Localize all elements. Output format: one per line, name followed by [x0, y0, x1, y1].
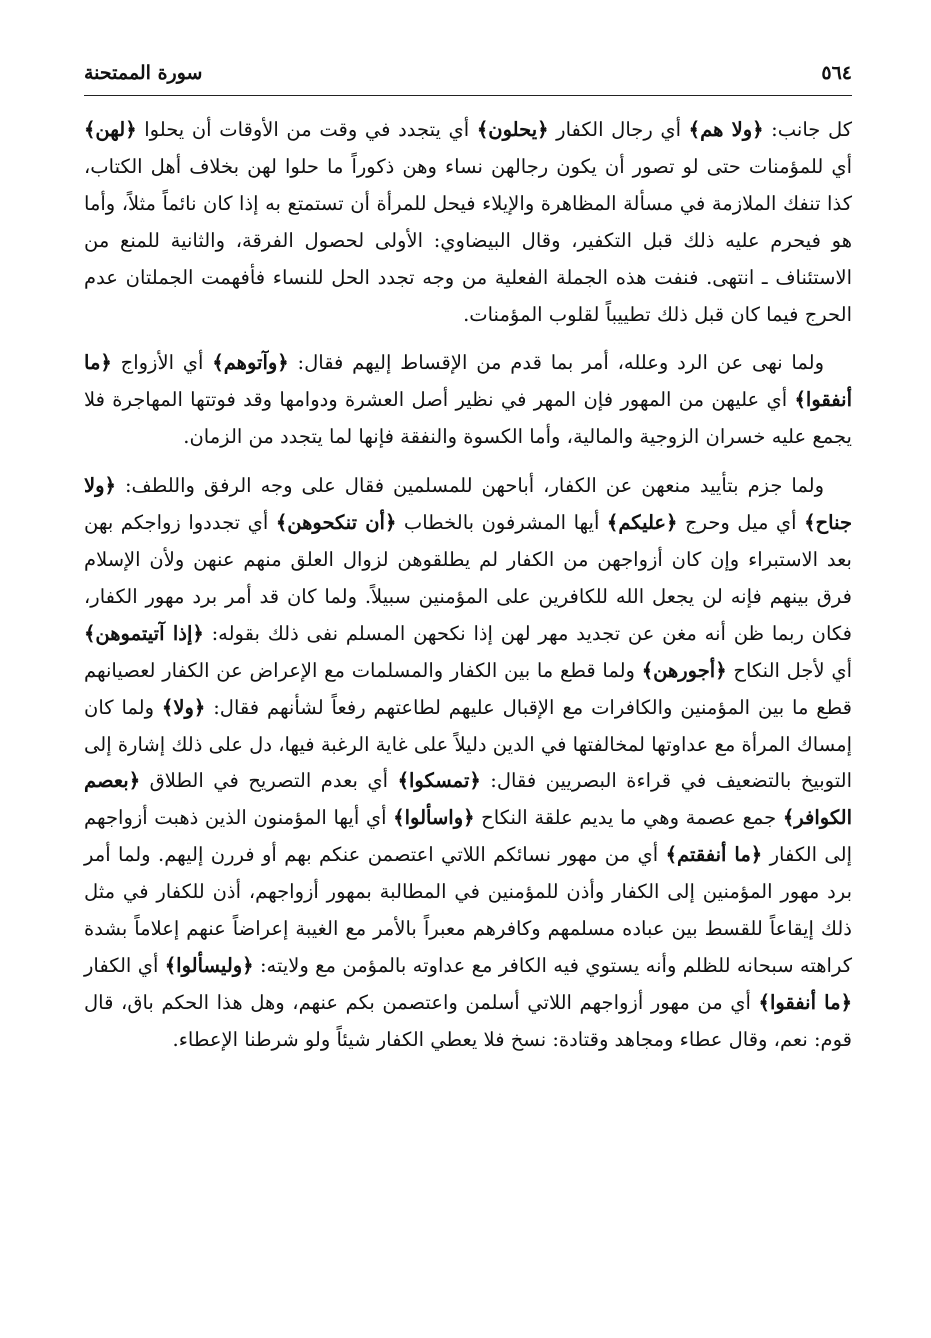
quran-quote: ﴿بعصم الكوافر﴾ — [84, 769, 852, 830]
text-segment: ولما كان إمساك المرأة مع عداوتها لمخالفتها في الدين دليلاً على غاية الرغبة فيها، دل على ذلك إشارة إلى التوبيخ بالتضعيف في قراءة البصريين فقال: — [84, 695, 852, 793]
text-segment: أي تجددوا زواجكم بهن بعد الاستبراء وإن كان أزواجهن من الكفار لم يطلقوهن لزوال العلق منهم عنهن ولأن الإسلام فرق بينهم فإنه لن يجعل الله للكافرين على المؤمنين سبيلاً. ولما كان قد أمر برد مهور الكفار، فكان ربما ظن أنه مغن عن تجديد مهر لهن إذا نكحهن المسلم نفى ذلك بقوله: — [84, 511, 853, 645]
quran-quote: ﴿يحلون﴾ — [476, 118, 549, 141]
quran-quote: ﴿عليكم﴾ — [606, 511, 678, 535]
quran-quote: ﴿ولا هم﴾ — [688, 118, 764, 141]
text-segment: أيها المشرفون بالخطاب — [396, 511, 607, 535]
quran-quote: ﴿ما أنفقوا﴾ — [84, 351, 852, 412]
text-segment: أي ميل وحرج — [677, 511, 805, 535]
page-number: ٥٦٤ — [821, 62, 852, 84]
text-segment: أي عليهن من المهور فإن المهر في نظير أصل العشرة ودوامها وقد فوتتها المهاجرة فلا يجمع عليه خسران الزوجية والمالية، وأما الكسوة والنفقة فإنها لما يتجدد من الزمان. — [84, 388, 852, 449]
header-divider — [84, 95, 852, 96]
paragraph-3 — [84, 468, 852, 1059]
quran-quote: ﴿ولا﴾ — [161, 695, 206, 719]
quran-quote: ﴿ما أنفقوا﴾ — [758, 990, 852, 1014]
text-segment: أي بعدم التصريح في الطلاق — [140, 769, 398, 793]
paragraph-1 — [84, 112, 852, 333]
text-segment: أي من مهور أزواجهم اللاتي أسلمن واعتصمن بكم عنهم، وهل هذا الحكم باق، قال قوم: نعم، وقال عطاء ومجاهد وقتادة: نسخ فلا يعطي الكفار شيئاً ولو شرطنا الإعطاء. — [84, 990, 852, 1051]
text-segment: أي الكفار — [84, 953, 165, 977]
text-segment: ولما قطع ما بين الكفار والمسلمات مع الإعراض عن الكفار لعصيانهم قطع ما بين المؤمنين والكافرات مع الإقبال عليهم لطاعتهم رفعاً لشأنهم فقال: — [84, 658, 853, 719]
page-header — [84, 58, 852, 94]
text-segment: أي الأزواج — [111, 351, 213, 375]
quran-quote: ﴿واسألوا﴾ — [393, 806, 475, 830]
quran-quote: ﴿وآتوهم﴾ — [212, 351, 289, 375]
quran-quote: ﴿تمسكوا﴾ — [397, 769, 481, 793]
text-segment: ولما جزم بتأييد منعهن عن الكفار، أباحهن للمسلمين فقال على وجه الرفق واللطف: — [115, 474, 824, 498]
quran-quote: ﴿أن تنكحوهن﴾ — [275, 511, 397, 535]
quran-quote: ﴿وليسألوا﴾ — [164, 953, 254, 977]
text-segment: جمع عصمة وهي ما يديم علقة النكاح — [474, 806, 783, 830]
text-segment: ولما نهى عن الرد وعلله، أمر بما قدم من الإقساط إليهم فقال: — [288, 351, 824, 375]
text-segment: كل جانب: — [763, 118, 852, 141]
text-segment: أي لأجل النكاح — [726, 658, 853, 682]
paragraph-2 — [84, 345, 852, 456]
quran-quote: ﴿ما أنفقتم﴾ — [665, 843, 763, 867]
text-segment: أي من مهور نسائكم اللاتي اعتصمن عنكم بهم أو فررن إليهم. ولما أمر برد مهور المؤمنين إلى الكفار وأذن للمؤمنين في المطالبة بمهور أزواجهم، أذن للكفار في مثل ذلك إيقاعاً للقسط بين عباده مسلمهم وكافرهم معبراً بالأمر مع الغيبة إعراضاً عنهم إعلاماً بشدة كراهته سبحانه للظلم وأنه يستوي فيه الكافر مع عداوته بالمؤمن مع ولايته: — [84, 843, 852, 977]
text-segment: أي رجال الكفار — [548, 118, 689, 141]
quran-quote: ﴿إذا آتيتموهن﴾ — [84, 621, 204, 645]
surah-title: سورة الممتحنة — [84, 62, 203, 84]
body-text — [84, 112, 852, 1071]
quran-quote: ﴿ولا جناح﴾ — [84, 474, 853, 535]
text-segment: أي يتجدد في وقت من الأوقات أن يحلوا — [136, 118, 477, 141]
quran-quote: ﴿أجورهن﴾ — [641, 658, 727, 682]
text-segment: أي للمؤمنات حتى لو تصور أن يكون رجالهن نساء وهن ذكوراً ما حلوا لهن بخلاف أهل الكتاب، كذا تنفك الملازمة في مسألة المظاهرة والإيلاء فيحل للمرأة أن تستمتع به إذا كان نائماً مثلاً، وأما هو فيحرم عليه ذلك قبل التكفير، وقال البيضاوي: الأولى لحصول الفرقة، والثانية للمنع من الاستئناف ـ انتهى. فنفت هذه الجملة الفعلية من وجه تجدد الحل للنساء فأفهمت الجملتان عدم الحرج فيما كان قبل ذلك تطييباً لقلوب المؤمنات. — [84, 154, 852, 326]
text-segment: أي أيها المؤمنون الذين ذهبت أزواجهم إلى الكفار — [84, 806, 852, 867]
quran-quote: ﴿لهن﴾ — [84, 118, 137, 141]
